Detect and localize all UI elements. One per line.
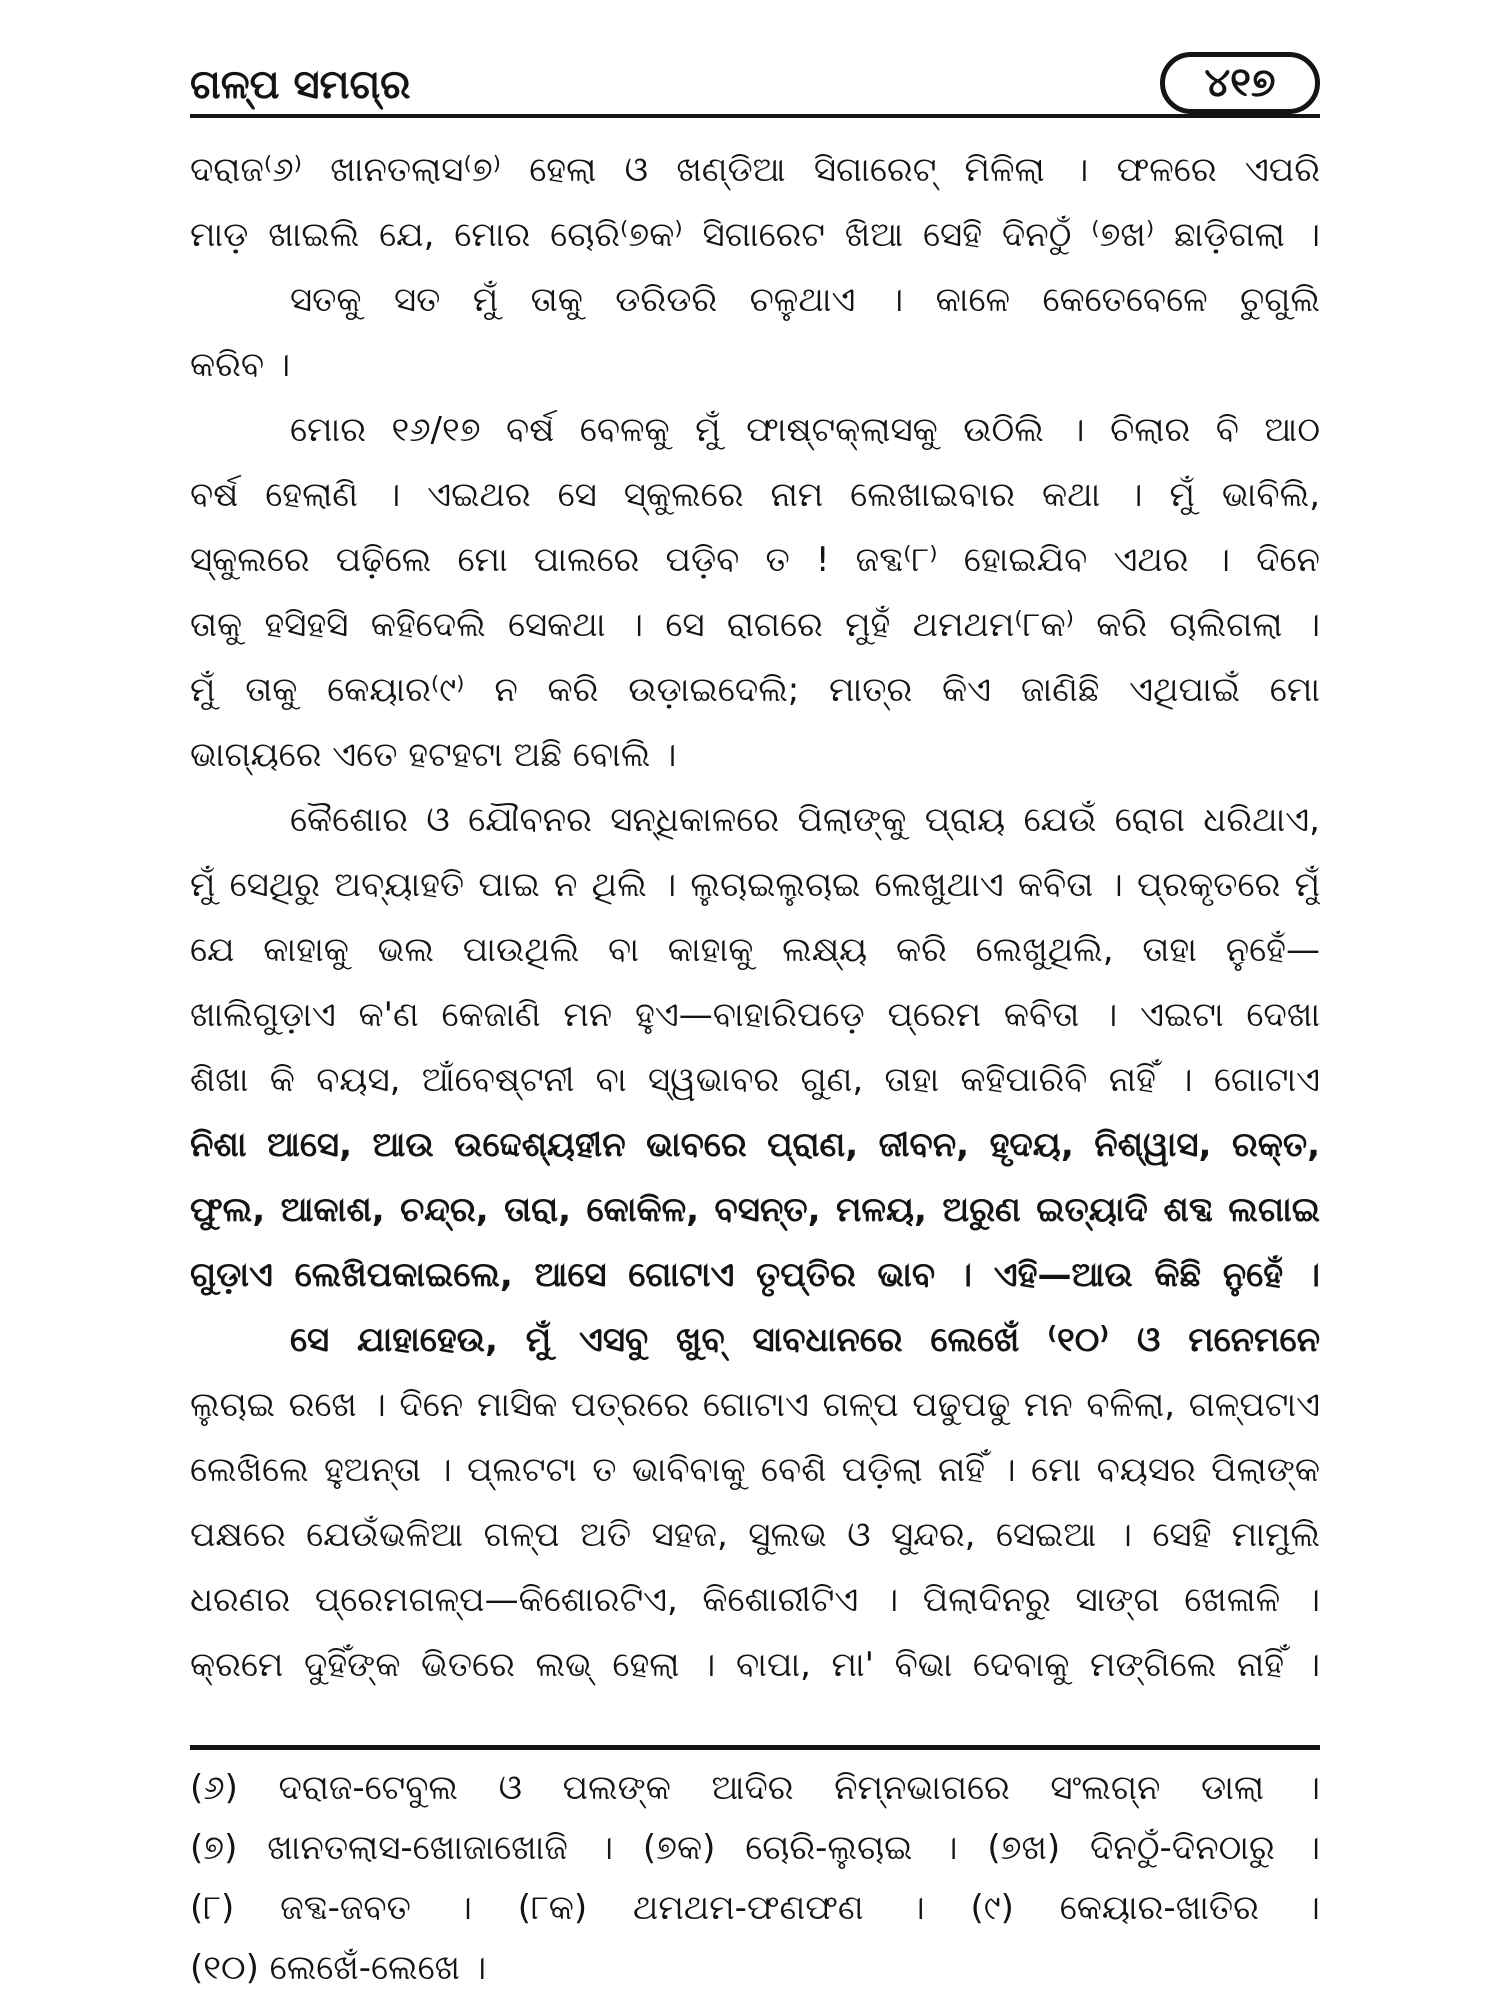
text-line: ଖାଲିଗୁଡ଼ାଏ କ'ଣ କେଜାଣି ମନ ହୁଏ—ବାହାରିପଡ଼େ ପ୍ରେମ କବିତା । ଏଇଟା ଦେଖା [190,995,1320,1035]
text-line: ତାକୁ ହସିହସି କହିଦେଲି ସେକଥା । ସେ ରାଗରେ ମୁହଁ ଥମଥମ⁽୮କ⁾ କରି ଚାଲିଗଲା । [190,605,1320,645]
text-line: କ୍ରମେ ଦୁହିଁଙ୍କ ଭିତରେ ଲଭ୍ ହେଲା । ବାପା, ମା' ବିଭା ଦେବାକୁ ମଙ୍ଗିଲେ ନାହିଁ । [190,1645,1320,1685]
text-line: ଫୁଲ, ଆକାଶ, ଚନ୍ଦ୍ର, ତାରା, କୋକିଳ, ବସନ୍ତ, ମଳୟ, ଅରୁଣ ଇତ୍ୟାଦି ଶବ୍ଦ ଲଗାଇ [190,1190,1320,1230]
text-line: ମାଡ଼ ଖାଇଲି ଯେ, ମୋର ଚୋରି⁽୭କ⁾ ସିଗାରେଟ ଖିଆ ସେହି ଦିନଠୁଁ ⁽୭ଖ⁾ ଛାଡ଼ିଗଲା । [190,215,1320,255]
footnote-line: (୮) ଜବ୍ଦ-ଜବତ । (୮କ) ଥମଥମ-ଫଣଫଣ । (୯) କେୟାର-ଖାତିର । [190,1888,1320,1928]
footnotes [190,1758,1320,1998]
text-line: ଲେଖିଲେ ହୁଅନ୍ତା । ପ୍ଲଟଟା ତ ଭାବିବାକୁ ବେଶି ପଡ଼ିଲା ନାହିଁ । ମୋ ବୟସର ପିଲାଙ୍କ [190,1450,1320,1490]
text-line: ଧରଣର ପ୍ରେମଗଳ୍ପ—କିଶୋରଟିଏ, କିଶୋରୀଟିଏ । ପିଲାଦିନରୁ ସାଙ୍ଗ ଖେଳାଳି । [190,1580,1320,1620]
text-line: ପକ୍ଷରେ ଯେଉଁଭଳିଆ ଗଳ୍ପ ଅତି ସହଜ, ସୁଲଭ ଓ ସୁନ୍ଦର, ସେଇଆ । ସେହି ମାମୁଲି [190,1515,1320,1555]
text-line: ଭାଗ୍ୟରେ ଏତେ ହଟହଟା ଅଛି ବୋଲି । [190,735,677,775]
page-number: ୪୧୭ [1160,52,1320,114]
footnote-divider [190,1745,1320,1750]
page-header [190,48,1320,128]
text-line: କରିବ । [190,345,291,385]
text-line: ଦରାଜ⁽୬⁾ ଖାନତଲାସ⁽୭⁾ ହେଲା ଓ ଖଣ୍ଡିଆ ସିଗାରେଟ୍ ମିଳିଲା । ଫଳରେ ଏପରି [190,150,1320,190]
paragraph-start-line: ମୋର ୧୬/୧୭ ବର୍ଷ ବେଳକୁ ମୁଁ ଫାଷ୍ଟକ୍ଲାସକୁ ଉଠିଲି । ଚିଲାର ବି ଆଠ [290,410,1320,450]
text-line: ମୁଁ ସେଥିରୁ ଅବ୍ୟାହତି ପାଇ ନ ଥିଲି । ଲୁଚାଇଲୁଚାଇ ଲେଖୁଥାଏ କବିତା । ପ୍ରକୃତରେ ମୁଁ [190,865,1320,905]
footnote-line: (୬) ଦରାଜ-ଟେବୁଲ ଓ ପଲଙ୍କ ଆଦିର ନିମ୍ନଭାଗରେ ସଂଲଗ୍ନ ଡାଲା । [190,1768,1320,1808]
paragraph-start-line: ସେ ଯାହାହେଉ, ମୁଁ ଏସବୁ ଖୁବ୍ ସାବଧାନରେ ଲେଖେଁ ⁽୧୦⁾ ଓ ମନେମନେ [290,1320,1320,1360]
paragraph-start-line: ସତକୁ ସତ ମୁଁ ତାକୁ ଡରିଡରି ଚଳୁଥାଏ । କାଳେ କେତେବେଳେ ଚୁଗୁଲି [290,280,1320,320]
text-line: ଗୁଡ଼ାଏ ଲେଖିପକାଇଲେ, ଆସେ ଗୋଟାଏ ତୃପ୍ତିର ଭାବ । ଏହି—ଆଉ କିଛି ନୁହେଁ । [190,1255,1320,1295]
text-line: ମୁଁ ତାକୁ କେୟାର⁽୯⁾ ନ କରି ଉଡ଼ାଇଦେଲି; ମାତ୍ର କିଏ ଜାଣିଛି ଏଥିପାଇଁ ମୋ [190,670,1320,710]
text-line: ନିଶା ଆସେ, ଆଉ ଉଦ୍ଦେଶ୍ୟହୀନ ଭାବରେ ପ୍ରାଣ, ଜୀବନ, ହୃଦୟ, ନିଶ୍ୱାସ, ରକ୍ତ, [190,1125,1320,1165]
paragraph-start-line: କୈଶୋର ଓ ଯୌବନର ସନ୍ଧିକାଳରେ ପିଲାଙ୍କୁ ପ୍ରାୟ ଯେଉଁ ରୋଗ ଧରିଥାଏ, [290,800,1320,840]
running-title: ଗଳ୍ପ ସମଗ୍ର [190,62,411,108]
text-line: ଯେ କାହାକୁ ଭଲ ପାଉଥିଲି ବା କାହାକୁ ଲକ୍ଷ୍ୟ କରି ଲେଖୁଥିଲି, ତାହା ନୁହେଁ— [190,930,1320,970]
header-rule [190,114,1320,118]
text-line: ଲୁଚାଇ ରଖେ । ଦିନେ ମାସିକ ପତ୍ରରେ ଗୋଟାଏ ଗଳ୍ପ ପଢୁପଢୁ ମନ ବଳିଲା, ଗଳ୍ପଟାଏ [190,1385,1320,1425]
text-line: ବର୍ଷ ହେଲାଣି । ଏଇଥର ସେ ସ୍କୁଲରେ ନାମ ଲେଖାଇବାର କଥା । ମୁଁ ଭାବିଲି, [190,475,1320,515]
footnote-line: (୧୦) ଲେଖେଁ-ଲେଖେ । [190,1948,487,1988]
body-text [190,138,1320,1698]
footnote-line: (୭) ଖାନତଲାସ-ଖୋଜାଖୋଜି । (୭କ) ଚୋରି-ଲୁଚାଇ । (୭ଖ) ଦିନଠୁଁ-ଦିନଠାରୁ । [190,1828,1320,1868]
text-line: ସ୍କୁଲରେ ପଢ଼ିଲେ ମୋ ପାଲରେ ପଡ଼ିବ ତ ! ଜବ୍ଦ⁽୮⁾ ହୋଇଯିବ ଏଥର । ଦିନେ [190,540,1320,580]
text-line: ଶିଖା କି ବୟସ, ଆଁବେଷ୍ଟନୀ ବା ସ୍ୱଭାବର ଗୁଣ, ତାହା କହିପାରିବି ନାହିଁ । ଗୋଟାଏ [190,1060,1320,1100]
